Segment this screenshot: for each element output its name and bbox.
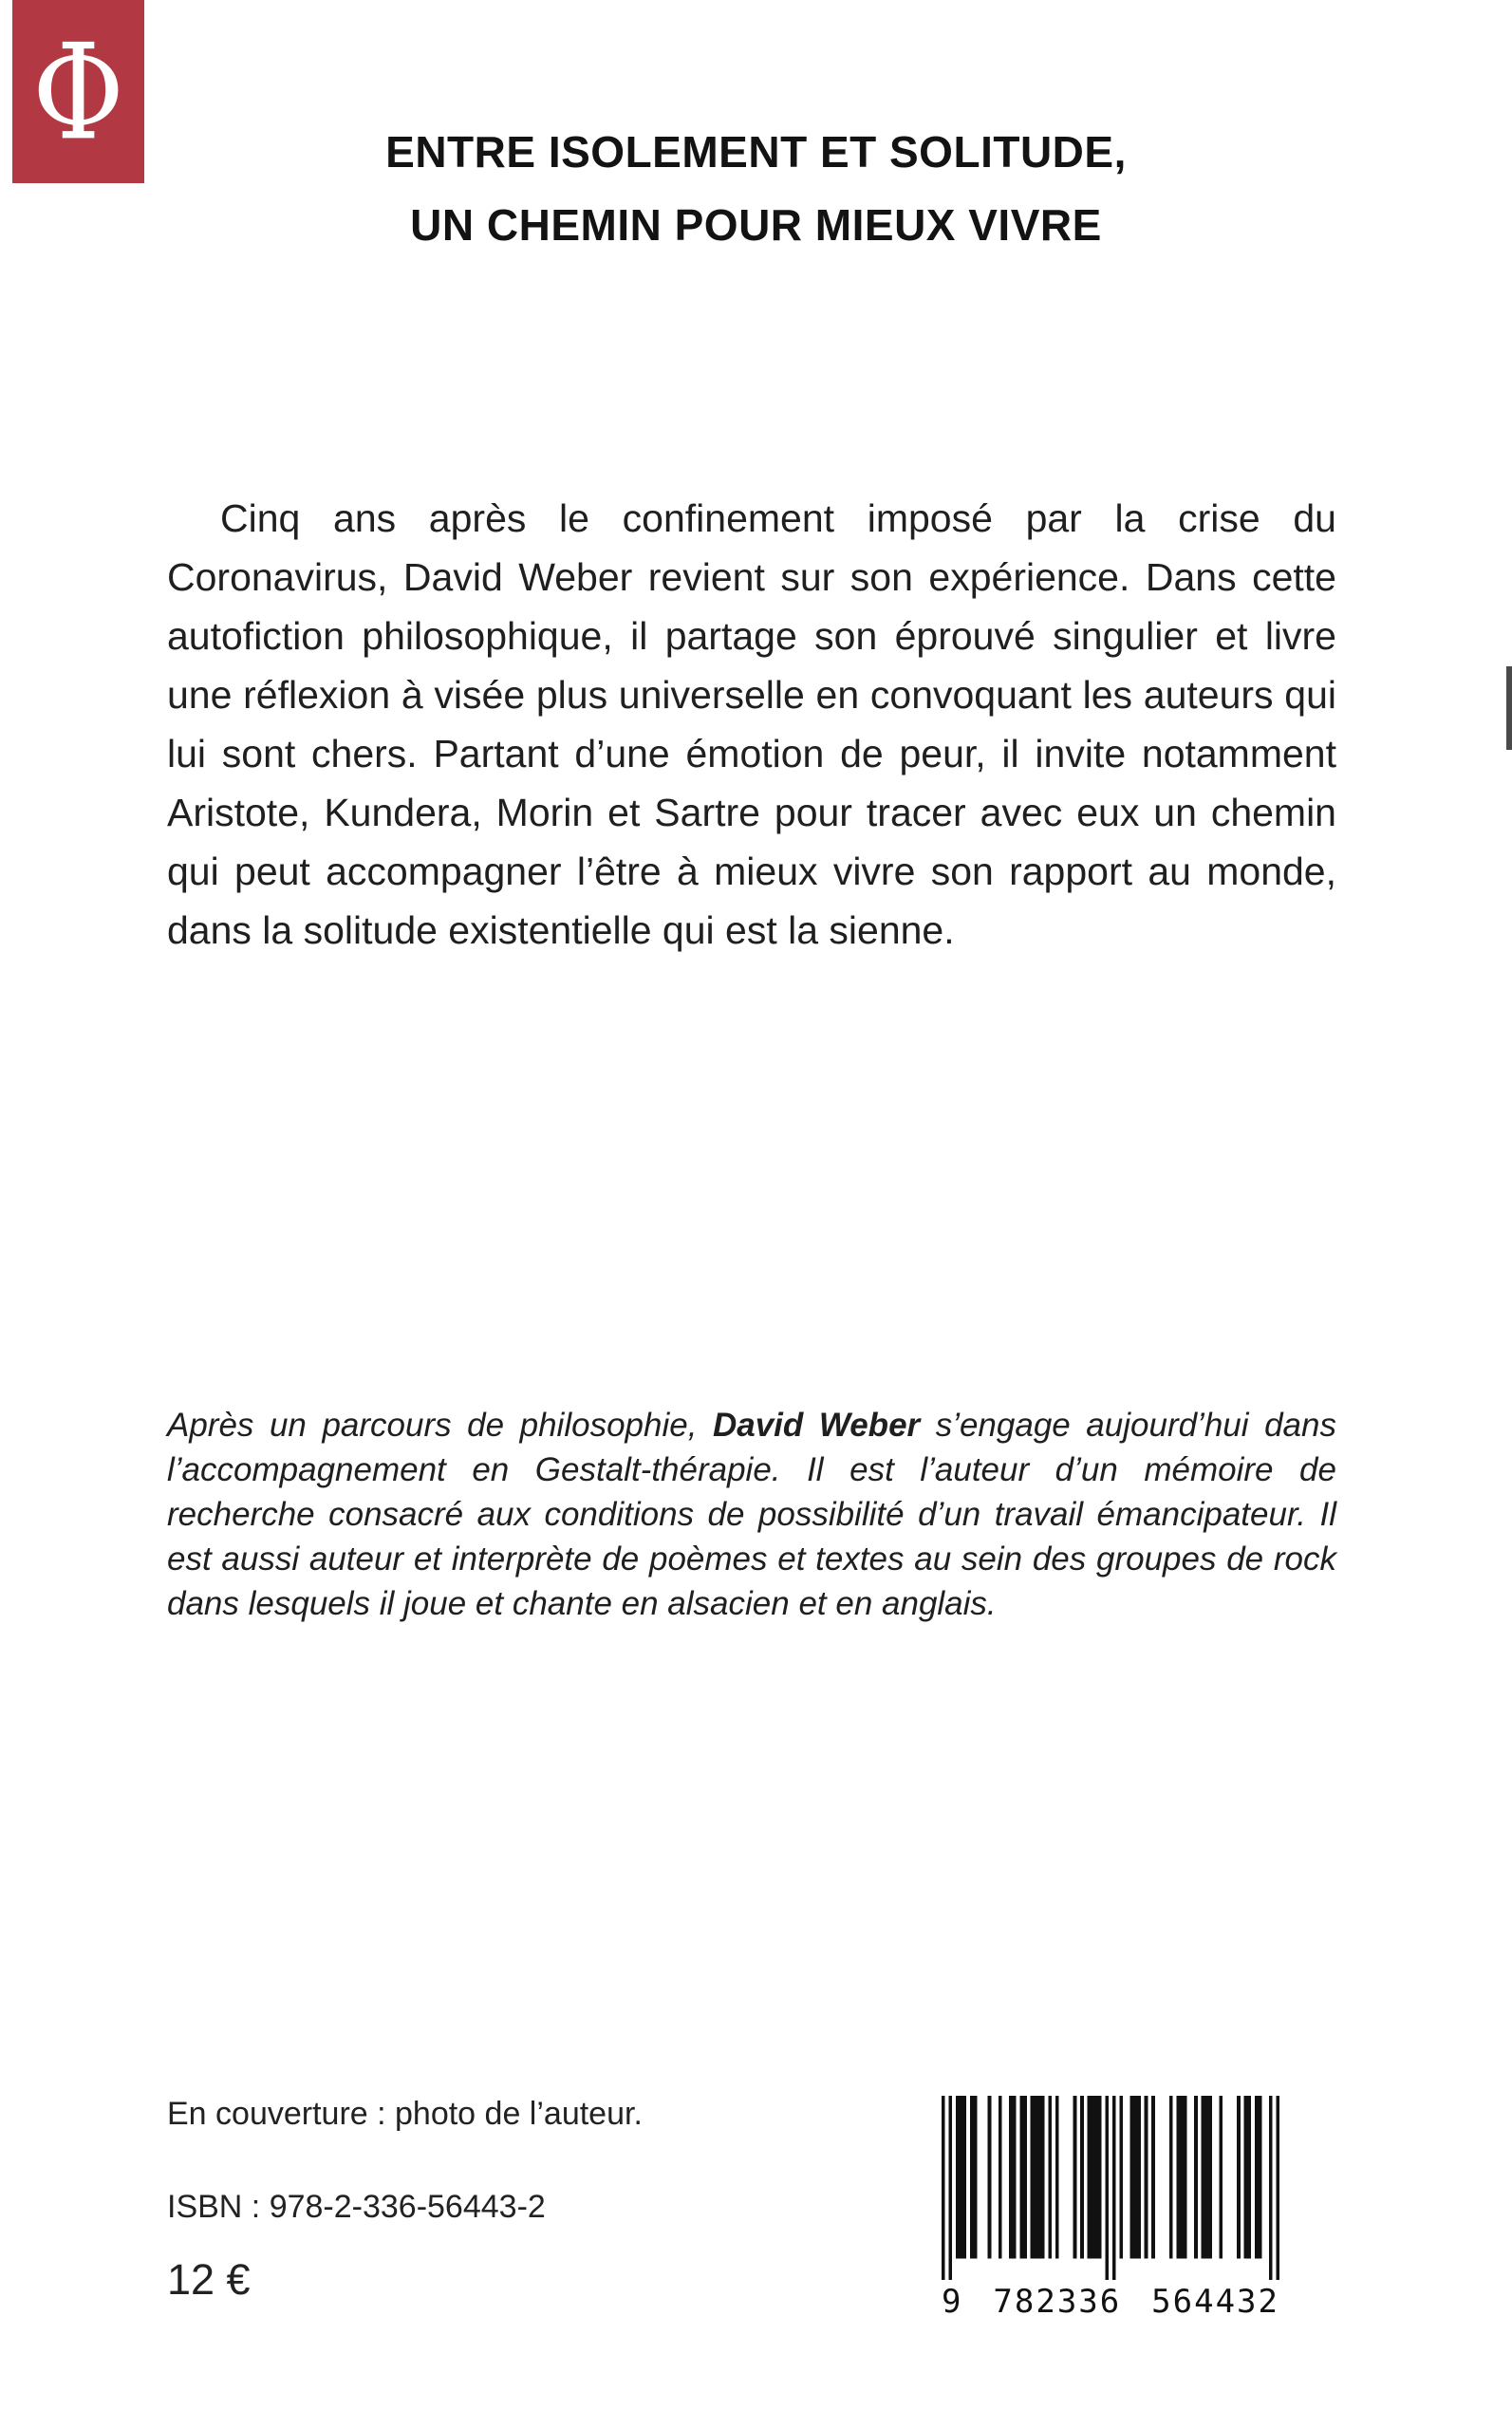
price-text: 12 € [167,2255,251,2304]
cover-note: En couverture : photo de l’auteur. [167,2096,643,2132]
author-bio-paragraph [167,1403,1336,1626]
book-title [0,116,1512,262]
title-line-1: ENTRE ISOLEMENT ET SOLITUDE, [385,127,1127,177]
phi-logo-icon: Φ [32,14,124,169]
bio-text-after: s’engage aujourd’hui dans l’accompagnement en Gestalt-thérapie. Il est l’auteur d’un mémoire de recherche consacré aux conditions de possibilité d’un travail émancipateur. Il est aussi auteur et interprète de poèmes et textes au sein des groupes de rock dans lesquels il joue et chante en alsacien et en anglais. [167,1407,1336,1622]
title-line-2: UN CHEMIN POUR MIEUX VIVRE [410,200,1102,250]
barcode-bars [942,2096,1279,2280]
synopsis-paragraph: Cinq ans après le confinement imposé par la crise du Coronavirus, David Weber revient sur son expérience. Dans cette autofiction philosophique, il partage son éprouvé singulier et livre une réflexion à visée plus universelle en convoquant les auteurs qui lui sont chers. Partant d’une émotion de peur, il invite notamment Aristote, Kundera, Morin et Sartre pour tracer avec eux un chemin qui peut accompagner l’être à mieux vivre son rapport au monde, dans la solitude existentielle qui est la sienne. [167,496,1336,952]
edge-mark [1506,666,1512,750]
isbn-text: ISBN : 978-2-336-56443-2 [167,2189,546,2225]
barcode-digit-group: 564432 [1151,2283,1279,2321]
bio-text-before: Après un parcours de philosophie, [167,1407,713,1444]
barcode-number [942,2284,1279,2320]
barcode-digit-group: 782336 [993,2283,1122,2321]
barcode [942,2096,1279,2320]
barcode-digit-group: 9 [942,2283,963,2321]
author-name: David Weber [712,1407,921,1444]
